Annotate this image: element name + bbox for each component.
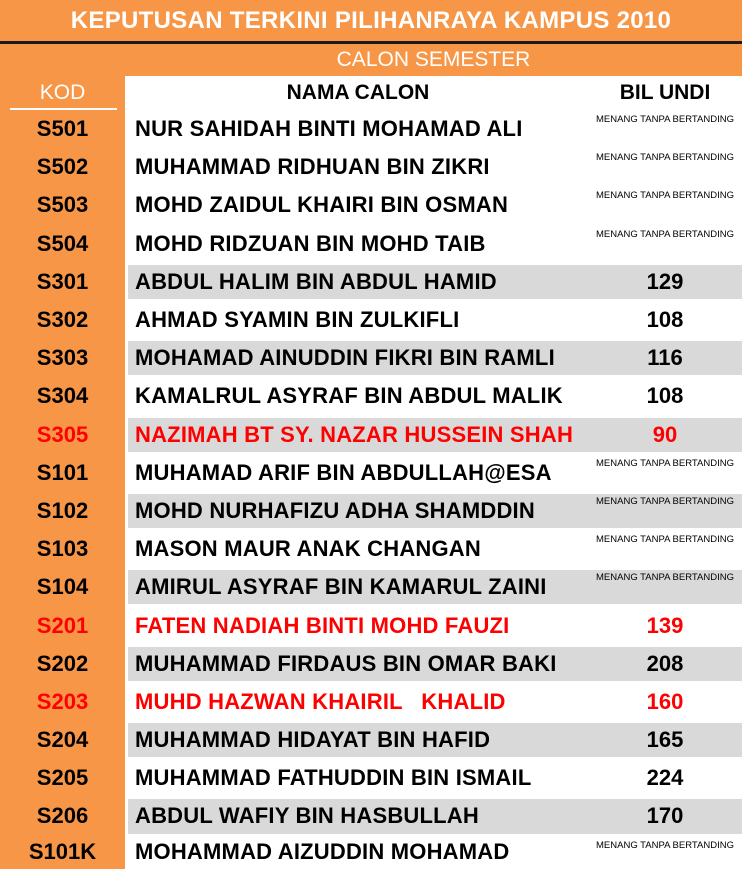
candidate-cell	[128, 799, 742, 833]
results-table-body	[0, 110, 742, 869]
candidate-name: MUHAMMAD RIDHUAN BIN ZIKRI	[135, 154, 490, 180]
candidate-code: S205	[0, 759, 125, 797]
candidate-name: MUHAMAD ARIF BIN ABDULLAH@ESA	[135, 459, 552, 485]
candidate-cell	[128, 456, 742, 490]
table-row	[0, 492, 742, 530]
candidate-name: ABDUL HALIM BIN ABDUL HAMID	[135, 268, 497, 294]
table-row	[0, 836, 742, 869]
candidate-code: S503	[0, 186, 125, 224]
table-row	[0, 110, 742, 148]
candidate-code: S104	[0, 568, 125, 606]
candidate-code: S102	[0, 492, 125, 530]
candidate-code: S301	[0, 263, 125, 301]
candidate-cell	[128, 723, 742, 757]
candidate-code: S201	[0, 606, 125, 644]
uncontested-label: MENANG TANPA BERTANDING	[596, 457, 734, 469]
vote-count: 170	[646, 803, 684, 829]
candidate-name: FATEN NADIAH BINTI MOHD FAUZI	[135, 612, 510, 638]
uncontested-label: MENANG TANPA BERTANDING	[596, 534, 734, 546]
candidate-code: S204	[0, 721, 125, 759]
uncontested-label: MENANG TANPA BERTANDING	[596, 114, 734, 125]
vote-count: 116	[647, 345, 683, 371]
candidate-name: MUHD HAZWAN KHAIRIL KHALID	[135, 688, 506, 714]
candidate-cell	[128, 112, 742, 146]
table-row	[0, 301, 742, 339]
vote-count: 90	[652, 421, 678, 447]
table-row	[0, 225, 742, 263]
table-row	[0, 377, 742, 415]
candidate-code: S504	[0, 225, 125, 263]
candidate-name: MOHD NURHAFIZU ADHA SHAMDDIN	[135, 497, 535, 523]
table-row	[0, 416, 742, 454]
candidate-name: MUHAMMAD HIDAYAT BIN HAFID	[135, 727, 491, 753]
candidate-name: KAMALRUL ASYRAF BIN ABDUL MALIK	[135, 383, 563, 409]
candidate-cell	[128, 265, 742, 299]
table-row	[0, 721, 742, 759]
candidate-code: S206	[0, 797, 125, 835]
candidate-name: ABDUL WAFIY BIN HASBULLAH	[135, 803, 479, 829]
vote-count: 224	[646, 765, 684, 791]
candidate-cell	[128, 685, 742, 719]
candidate-code: S101	[0, 454, 125, 492]
candidate-name: MOHAMMAD AIZUDDIN MOHAMAD	[135, 839, 510, 865]
candidate-cell	[128, 379, 742, 413]
table-row	[0, 797, 742, 835]
candidate-cell	[128, 188, 742, 222]
candidate-name: MASON MAUR ANAK CHANGAN	[135, 536, 481, 562]
candidate-name: NAZIMAH BT SY. NAZAR HUSSEIN SHAH	[135, 421, 574, 447]
header-kod: KOD	[0, 76, 125, 110]
candidate-name: MUHAMMAD FIRDAUS BIN OMAR BAKI	[135, 650, 557, 676]
candidate-cell	[128, 494, 742, 528]
table-row	[0, 683, 742, 721]
category-bar	[0, 44, 742, 76]
candidate-name: NUR SAHIDAH BINTI MOHAMAD ALI	[135, 116, 523, 142]
candidate-code: S203	[0, 683, 125, 721]
table-row	[0, 568, 742, 606]
table-header	[0, 76, 742, 110]
header-bil-undi: BIL UNDI	[588, 76, 742, 110]
candidate-cell	[128, 761, 742, 795]
table-row	[0, 530, 742, 568]
table-row	[0, 645, 742, 683]
table-row	[0, 759, 742, 797]
candidate-cell	[128, 341, 742, 375]
vote-count: 165	[646, 727, 684, 753]
vote-count: 108	[646, 307, 684, 333]
vote-count: 160	[646, 688, 684, 714]
candidate-cell	[128, 532, 742, 566]
candidate-code: S202	[0, 645, 125, 683]
category-title: CALON SEMESTER	[336, 48, 531, 71]
vote-count: 108	[646, 383, 684, 409]
candidate-name: AHMAD SYAMIN BIN ZULKIFLI	[135, 307, 460, 333]
uncontested-label: MENANG TANPA BERTANDING	[596, 839, 734, 851]
candidate-cell	[128, 150, 742, 184]
candidate-cell	[128, 608, 742, 642]
candidate-cell	[128, 838, 742, 867]
candidate-code: S305	[0, 416, 125, 454]
candidate-name: MOHD ZAIDUL KHAIRI BIN OSMAN	[135, 192, 509, 218]
table-row	[0, 148, 742, 186]
candidate-cell	[128, 227, 742, 261]
table-row	[0, 339, 742, 377]
candidate-code: S302	[0, 301, 125, 339]
candidate-code: S304	[0, 377, 125, 415]
uncontested-label: MENANG TANPA BERTANDING	[596, 190, 734, 202]
candidate-name: AMIRUL ASYRAF BIN KAMARUL ZAINI	[135, 574, 547, 600]
table-row	[0, 606, 742, 644]
candidate-name: MOHD RIDZUAN BIN MOHD TAIB	[135, 230, 486, 256]
candidate-name: MOHAMAD AINUDDIN FIKRI BIN RAMLI	[135, 345, 555, 371]
vote-count: 139	[646, 612, 684, 638]
vote-count: 208	[646, 650, 684, 676]
vote-count: 129	[646, 268, 684, 294]
candidate-cell	[128, 570, 742, 604]
candidate-code: S101K	[0, 836, 125, 869]
candidate-code: S501	[0, 110, 125, 148]
candidate-cell	[128, 303, 742, 337]
uncontested-label: MENANG TANPA BERTANDING	[596, 228, 734, 240]
candidate-code: S103	[0, 530, 125, 568]
candidate-name: MUHAMMAD FATHUDDIN BIN ISMAIL	[135, 765, 532, 791]
header-nama-calon: NAMA CALON	[128, 76, 588, 110]
candidate-cell	[128, 647, 742, 681]
uncontested-label: MENANG TANPA BERTANDING	[596, 572, 734, 584]
candidate-code: S502	[0, 148, 125, 186]
table-row	[0, 454, 742, 492]
candidate-cell	[128, 418, 742, 452]
candidate-code: S303	[0, 339, 125, 377]
table-row	[0, 263, 742, 301]
uncontested-label: MENANG TANPA BERTANDING	[596, 152, 734, 164]
page-title: KEPUTUSAN TERKINI PILIHANRAYA KAMPUS 2010	[0, 0, 742, 41]
table-row	[0, 186, 742, 224]
uncontested-label: MENANG TANPA BERTANDING	[596, 495, 734, 507]
